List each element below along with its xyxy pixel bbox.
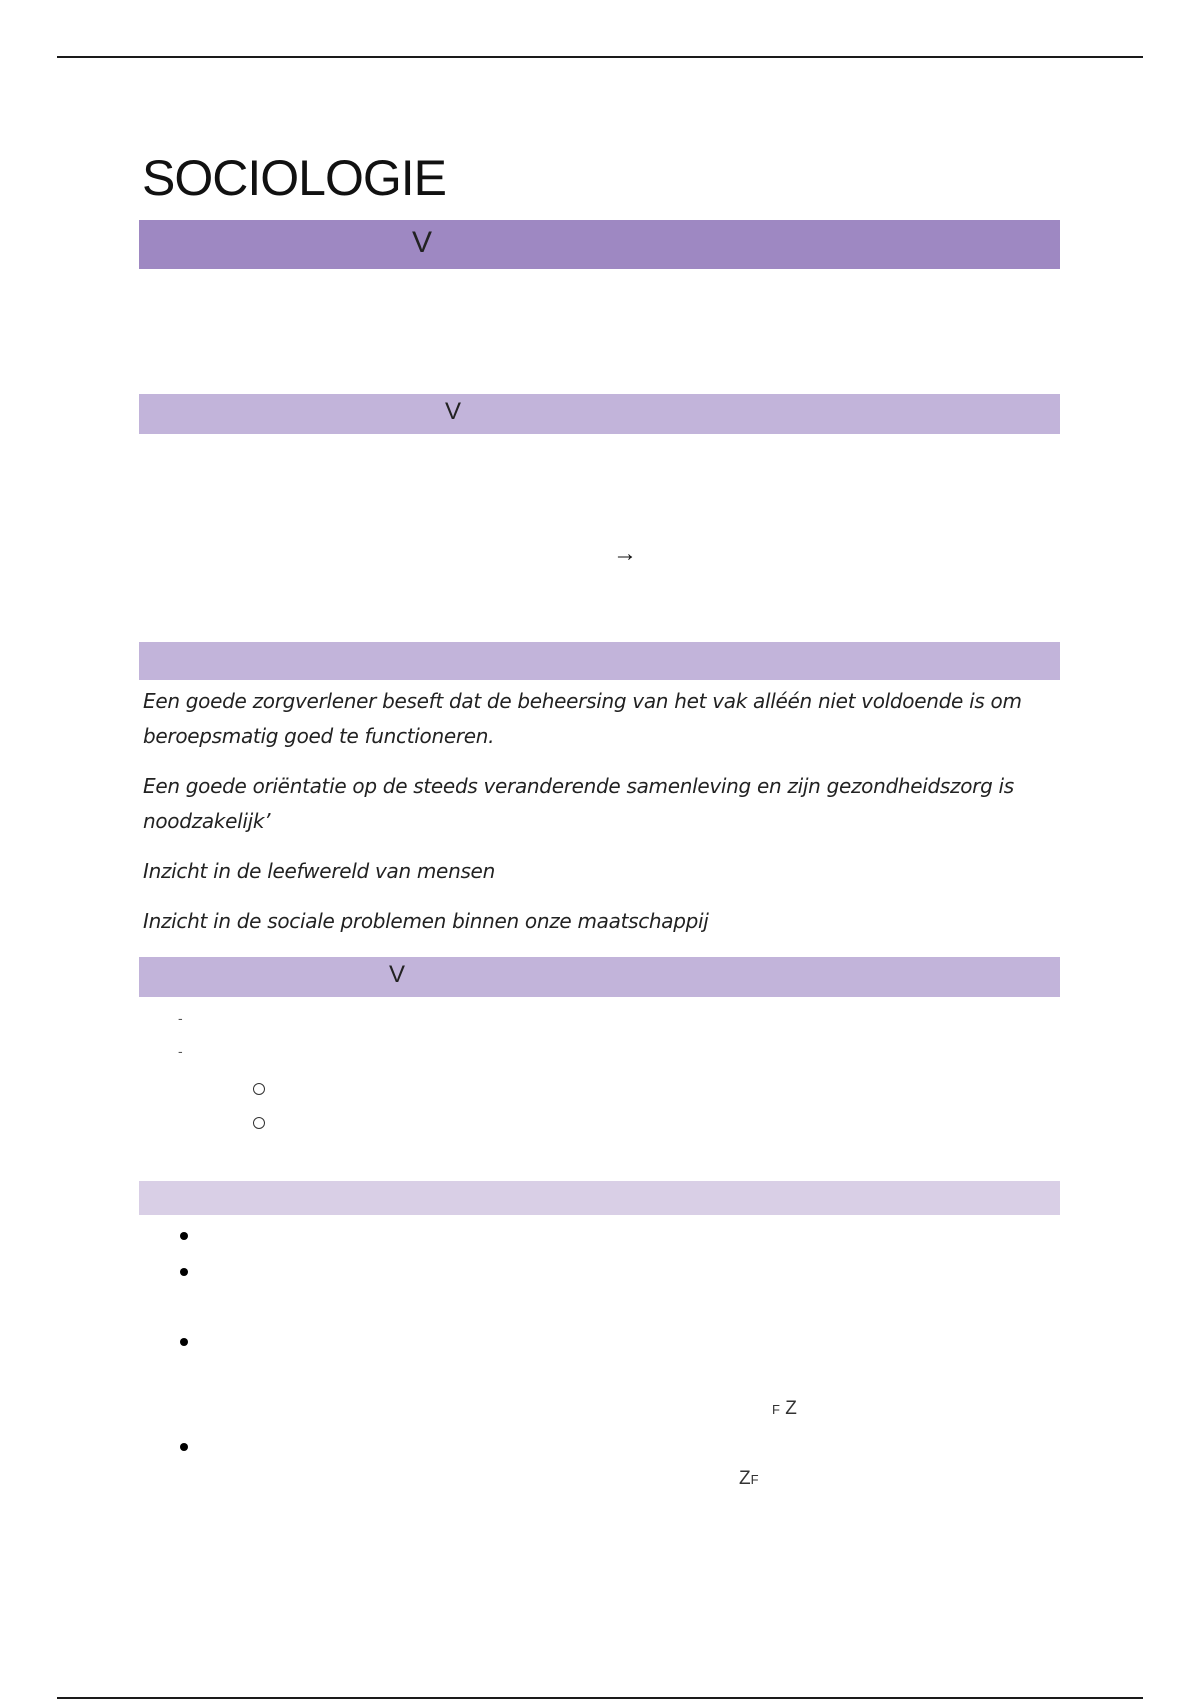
sub-list-circle-bullet	[253, 1083, 265, 1095]
section-header-2	[139, 394, 1060, 434]
paragraph-line: Inzicht in de leefwereld van mensen	[143, 859, 495, 883]
symbol-fragment: ZF	[739, 1468, 759, 1489]
section-header-1	[139, 220, 1060, 269]
page-title: SOCIOLOGIE	[142, 150, 446, 206]
paragraph-line: Een goede zorgverlener beseft dat de beheersing van het vak alléén niet voldoende is om	[143, 689, 1022, 713]
section-header-4	[139, 957, 1060, 997]
symbol-fragment: F Z	[772, 1398, 797, 1419]
right-arrow-icon: →	[613, 540, 637, 567]
bullet	[180, 1338, 188, 1346]
section-header-mark: V	[445, 398, 462, 425]
list-dash: -	[178, 1043, 183, 1059]
paragraph-line: noodzakelijk’	[143, 809, 271, 833]
bullet	[180, 1268, 188, 1276]
bullet	[180, 1443, 188, 1451]
bottom-divider	[57, 1697, 1143, 1699]
sub-list-circle-bullet	[253, 1117, 265, 1129]
bullet	[180, 1232, 188, 1240]
top-divider	[57, 56, 1143, 58]
section-header-5	[139, 1181, 1060, 1215]
section-header-mark: V	[389, 961, 406, 988]
section-header-3	[139, 642, 1060, 680]
section-header-mark: V	[412, 226, 433, 259]
paragraph-line: Een goede oriëntatie op de steeds veranderende samenleving en zijn gezondheidszorg is	[143, 774, 1014, 798]
paragraph-line: Inzicht in de sociale problemen binnen onze maatschappij	[143, 909, 709, 933]
list-dash: -	[178, 1010, 183, 1026]
paragraph-line: beroepsmatig goed te functioneren.	[143, 724, 495, 748]
